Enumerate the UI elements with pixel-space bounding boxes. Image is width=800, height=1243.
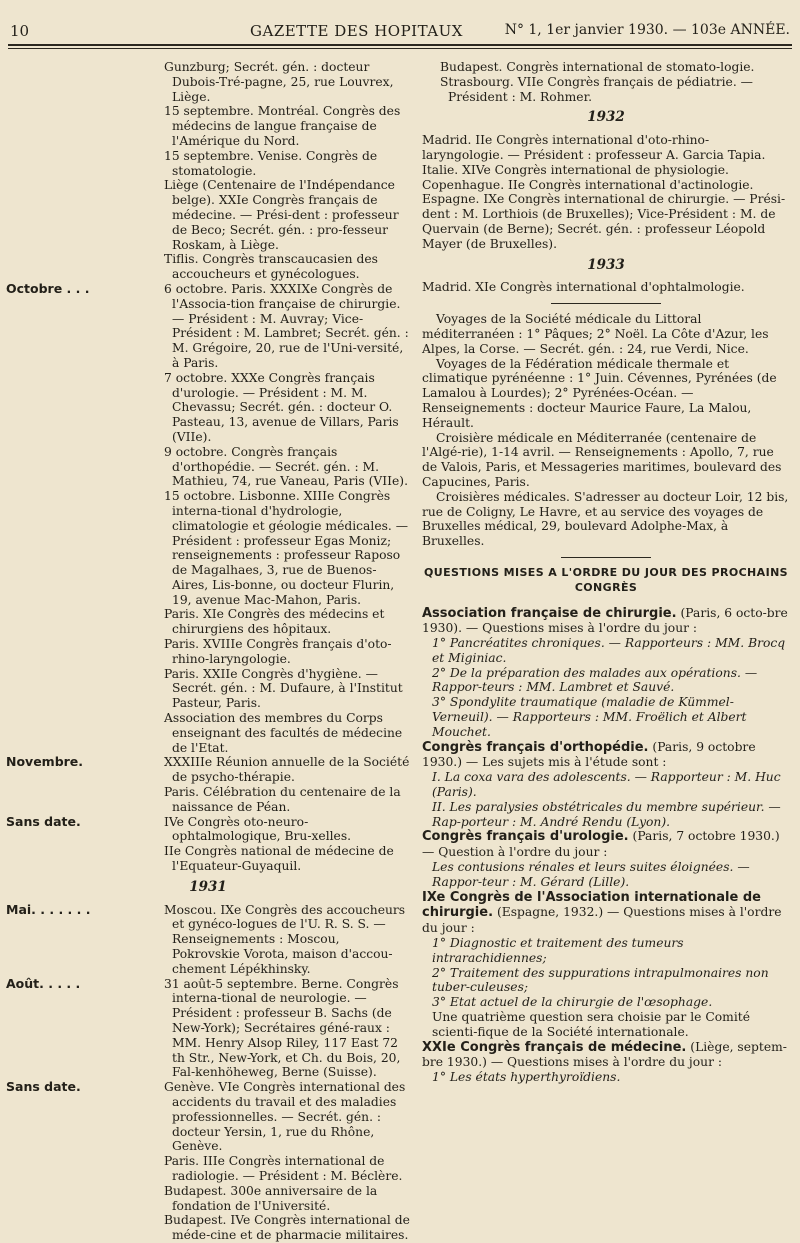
question-item: Les contusions rénales et leurs suites éloignées. — Rappor-teur : M. Gérard (Lille). (432, 860, 750, 889)
list-item: Paris. XIe Congrès des médecins et chirurgiens des hôpitaux. (164, 607, 385, 637)
question-item: 1° Diagnostic et traitement des tumeurs intrarachidiennes; (432, 936, 684, 965)
month-label: Sans date. (6, 813, 81, 829)
congress-name: IXe Congrès de l'Association internationale de chirurgie. (422, 889, 761, 921)
separator-rule (551, 303, 661, 304)
list-item: Madrid. IIe Congrès international d'oto-rhino-laryngologie. — Président : professeur A. Garcia Tapia. (422, 133, 766, 162)
question-block (422, 890, 790, 1040)
header-rule (8, 44, 792, 46)
list-item: Budapest. 300e anniversaire de la fondation de l'Université. (164, 1183, 378, 1213)
voyage-paragraph: Croisières médicales. S'adresser au docteur Loir, 12 bis, rue de Coligny, Le Havre, et au service des voyages de Bruxelles médical, 29, boulevard Adolphe-Max, à Bruxelles. (422, 489, 789, 549)
list-item: Paris. Célébration du centenaire de la naissance de Péan. (164, 785, 401, 814)
list-item: 9 octobre. Congrès français d'orthopédie. — Secrét. gén. : M. Mathieu, 74, rue Vaneau, Paris (VIIe). (164, 444, 408, 489)
congress-name: XXIe Congrès français de médecine. (422, 1039, 687, 1055)
question-item: 1° Les états hyperthyroïdiens. (432, 1070, 621, 1085)
list-item: 6 octobre. Paris. XXXIXe Congrès de l'Associa-tion française de chirurgie. — Président : M. Auvray; Vice-Président : M. Lambret; Secrét. gén. : M. Grégoire, 20, rue de l'Uni-versité, à Paris. (164, 281, 409, 370)
month-label: Sans date. (6, 1079, 81, 1095)
issue-info: N° 1, 1er janvier 1930. — 103e ANNÉE. (504, 22, 790, 38)
list-item: Liège (Centenaire de l'Indépendance belge). XXIe Congrès français de médecine. — Prési-dent : professeur de Beco; Secrét. gén. : pro-fesseur Roskam, à Liège. (164, 178, 399, 252)
page-header (10, 22, 790, 44)
aout-entries (6, 977, 410, 1081)
november-entries (6, 755, 410, 814)
list-item: Italie. XIVe Congrès international de physiologie. (422, 162, 729, 177)
question-item: 1° Pancréatites chroniques. — Rapporteurs : MM. Brocq et Miginiac. (432, 636, 786, 665)
question-item: 3° Spondylite traumatique (maladie de Kümmel-Verneuil). — Rapporteurs : MM. Froëlich et Albert Mouchet. (432, 695, 747, 739)
list-item: 31 août-5 septembre. Berne. Congrès interna-tional de neurologie. — Président : professeur B. Sachs (de New-York); Secrétaires géné-raux : MM. Henry Alsop Riley, 117 East 72 th Str., New-York, et Ch. du Bois, 20, Fal-kenhöheweg, Berne (Suisse). (164, 976, 401, 1080)
congress-name: Congrès français d'orthopédie. (422, 739, 649, 755)
month-label: Mai. . . . . . . (6, 901, 91, 917)
list-item: XXXIIIe Réunion annuelle de la Société de psycho-thérapie. (164, 755, 410, 785)
list-item: 7 octobre. XXXe Congrès français d'urologie. — Président : M. M. Chevassu; Secrét. gén. : docteur O. Pasteau, 13, avenue de Villars, Paris (VIIe). (164, 370, 399, 444)
sans-date-entries (6, 815, 410, 874)
congress-intro: (Paris, 6 octo-bre 1930). — Questions mises à l'ordre du jour : (422, 605, 788, 636)
month-label: Août. . . . . (6, 975, 81, 991)
question-block (422, 740, 790, 830)
list-item: Tiflis. Congrès transcaucasien des accoucheurs et gynécologues. (164, 252, 378, 282)
year-heading: 1933 (587, 256, 625, 273)
list-item: Budapest. Congrès international de stomato-logie. (440, 60, 755, 74)
question-block (422, 1040, 790, 1085)
list-item: Strasbourg. VIIe Congrès français de pédiatrie. — Président : M. Rohmer. (440, 74, 753, 104)
list-item: 15 septembre. Montréal. Congrès des médecins de langue française de l'Amérique du Nord. (164, 104, 401, 148)
congress-intro: (Paris, 7 octobre 1930.) — Question à l'ordre du jour : (422, 829, 780, 860)
year-heading: 1932 (587, 109, 625, 126)
question-block (422, 829, 790, 889)
left-column (6, 60, 410, 1243)
list-item: Paris. XVIIIe Congrès français d'oto-rhino-laryngologie. (164, 637, 392, 666)
list-item: Paris. IIIe Congrès international de radiologie. — Président : M. Béclère. (164, 1154, 403, 1183)
sans-date-entries-2 (6, 1080, 410, 1243)
list-item: Budapest. IVe Congrès international de méde-cine et de pharmacie militaires. (164, 1213, 410, 1243)
month-label: Novembre. (6, 754, 84, 770)
page-number: 10 (10, 22, 30, 40)
congress-intro: (Liège, septem-bre 1930.) — Questions mises à l'ordre du jour : (422, 1039, 787, 1070)
list-item: IVe Congrès oto-neuro-ophtalmologique, Bru-xelles. (164, 814, 352, 844)
list-item: Paris. XXIIe Congrès d'hygiène. — Secrét. gén. : M. Dufaure, à l'Institut Pasteur, Paris. (164, 666, 403, 711)
congress-intro: (Espagne, 1932.) — Questions mises à l'ordre du jour : (422, 905, 782, 936)
voyage-paragraph: Voyages de la Société médicale du Littoral méditerranéen : 1° Pâques; 2° Noël. La Côte d'Azur, les Alpes, la Corse. — Secrét. gén. : 24, rue Verdi, Nice. (422, 312, 769, 356)
list-item: Moscou. IXe Congrès des accoucheurs et gynéco-logues de l'U. R. S. S. — Renseignements : Moscou, Pokrovskie Vorota, maison d'accou-chement Lépékhinsky. (164, 902, 406, 976)
intro-entries (6, 60, 410, 282)
header-rule-thin (8, 48, 792, 49)
list-item: Copenhague. IIe Congrès international d'actinologie. (422, 177, 754, 192)
congress-intro: (Paris, 9 octobre 1930.) — Les sujets mis à l'étude sont : (422, 739, 756, 770)
question-item: 3° Etat actuel de la chirurgie de l'œsophage. (432, 995, 713, 1010)
congress-name: Association française de chirurgie. (422, 605, 677, 621)
list-item: Association des membres du Corps enseignant des facultés de médecine de l'Etat. (164, 711, 403, 755)
list-item: IIe Congrès national de médecine de l'Equateur-Guyaquil. (164, 844, 394, 874)
list-item: 15 octobre. Lisbonne. XIIIe Congrès interna-tional d'hydrologie, climatologie et géologie médicales. — Président : professeur Egas Moniz; renseignements : professeur Raposo de Magalhaes, 3, rue de Buenos-Aires, Lis-bonne, ou docteur Flurin, 19, avenue Mac-Mahon, Paris. (164, 489, 409, 607)
month-label: Octobre . . . (6, 280, 90, 296)
voyage-paragraph: Croisière médicale en Méditerranée (centenaire de l'Algé-rie), 1-14 avril. — Renseignements : Apollo, 7, rue de Valois, Paris, et Messageries maritimes, boulevard des Capucines, Paris. (422, 430, 782, 489)
list-item: Genève. VIe Congrès international des accidents du travail et des maladies professionnelles. — Secrét. gén. : docteur Yersin, 1, rue du Rhône, Genève. (164, 1080, 406, 1154)
voyage-paragraph: Voyages de la Fédération médicale thermale et climatique pyrénéenne : 1° Juin. Cévennes, Pyrénées (de Lamalou à Lourdes); 2° Pyrénées-Océan. — Renseignements : docteur Maurice Faure, La Malou, Hérault. (422, 356, 777, 430)
question-block (422, 606, 790, 740)
october-entries (6, 282, 410, 756)
question-item: 2° Traitement des suppurations intrapulmonaires non tuber-culeuses; (432, 965, 769, 995)
question-item: II. Les paralysies obstétricales du membre supérieur. — Rap-porteur : M. André Rendu (Lyon). (432, 799, 781, 829)
section-heading: QUESTIONS MISES A L'ORDRE DU JOUR DES PROCHAINS CONGRÈS (424, 565, 788, 594)
separator-rule (561, 557, 651, 558)
question-item: 2° De la préparation des malades aux opérations. — Rappor-teurs : MM. Lambret et Sauvé. (432, 665, 758, 695)
mai-entries (6, 903, 410, 977)
right-column (422, 60, 790, 1085)
year-heading: 1931 (189, 878, 227, 895)
question-item: Une quatrième question sera choisie par le Comité scienti-fique de la Société internationale. (432, 1010, 750, 1039)
list-item: 15 septembre. Venise. Congrès de stomatologie. (164, 148, 378, 178)
congress-name: Congrès français d'urologie. (422, 829, 629, 845)
question-item: I. La coxa vara des adolescents. — Rapporteur : M. Huc (Paris). (432, 770, 781, 800)
list-item: Madrid. XIe Congrès international d'ophtalmologie. (422, 280, 745, 295)
journal-title: GAZETTE DES HOPITAUX (250, 22, 463, 40)
list-item: Gunzburg; Secrét. gén. : docteur Dubois-Tré-pagne, 25, rue Louvrex, Liège. (164, 60, 394, 104)
list-item: Espagne. IXe Congrès international de chirurgie. — Prési-dent : M. Lorthiois (de Bruxelles); Vice-Président : M. de Quervain (de Berne); Secrét. gén. : professeur Léopold Mayer (de Bruxelles). (422, 192, 786, 251)
